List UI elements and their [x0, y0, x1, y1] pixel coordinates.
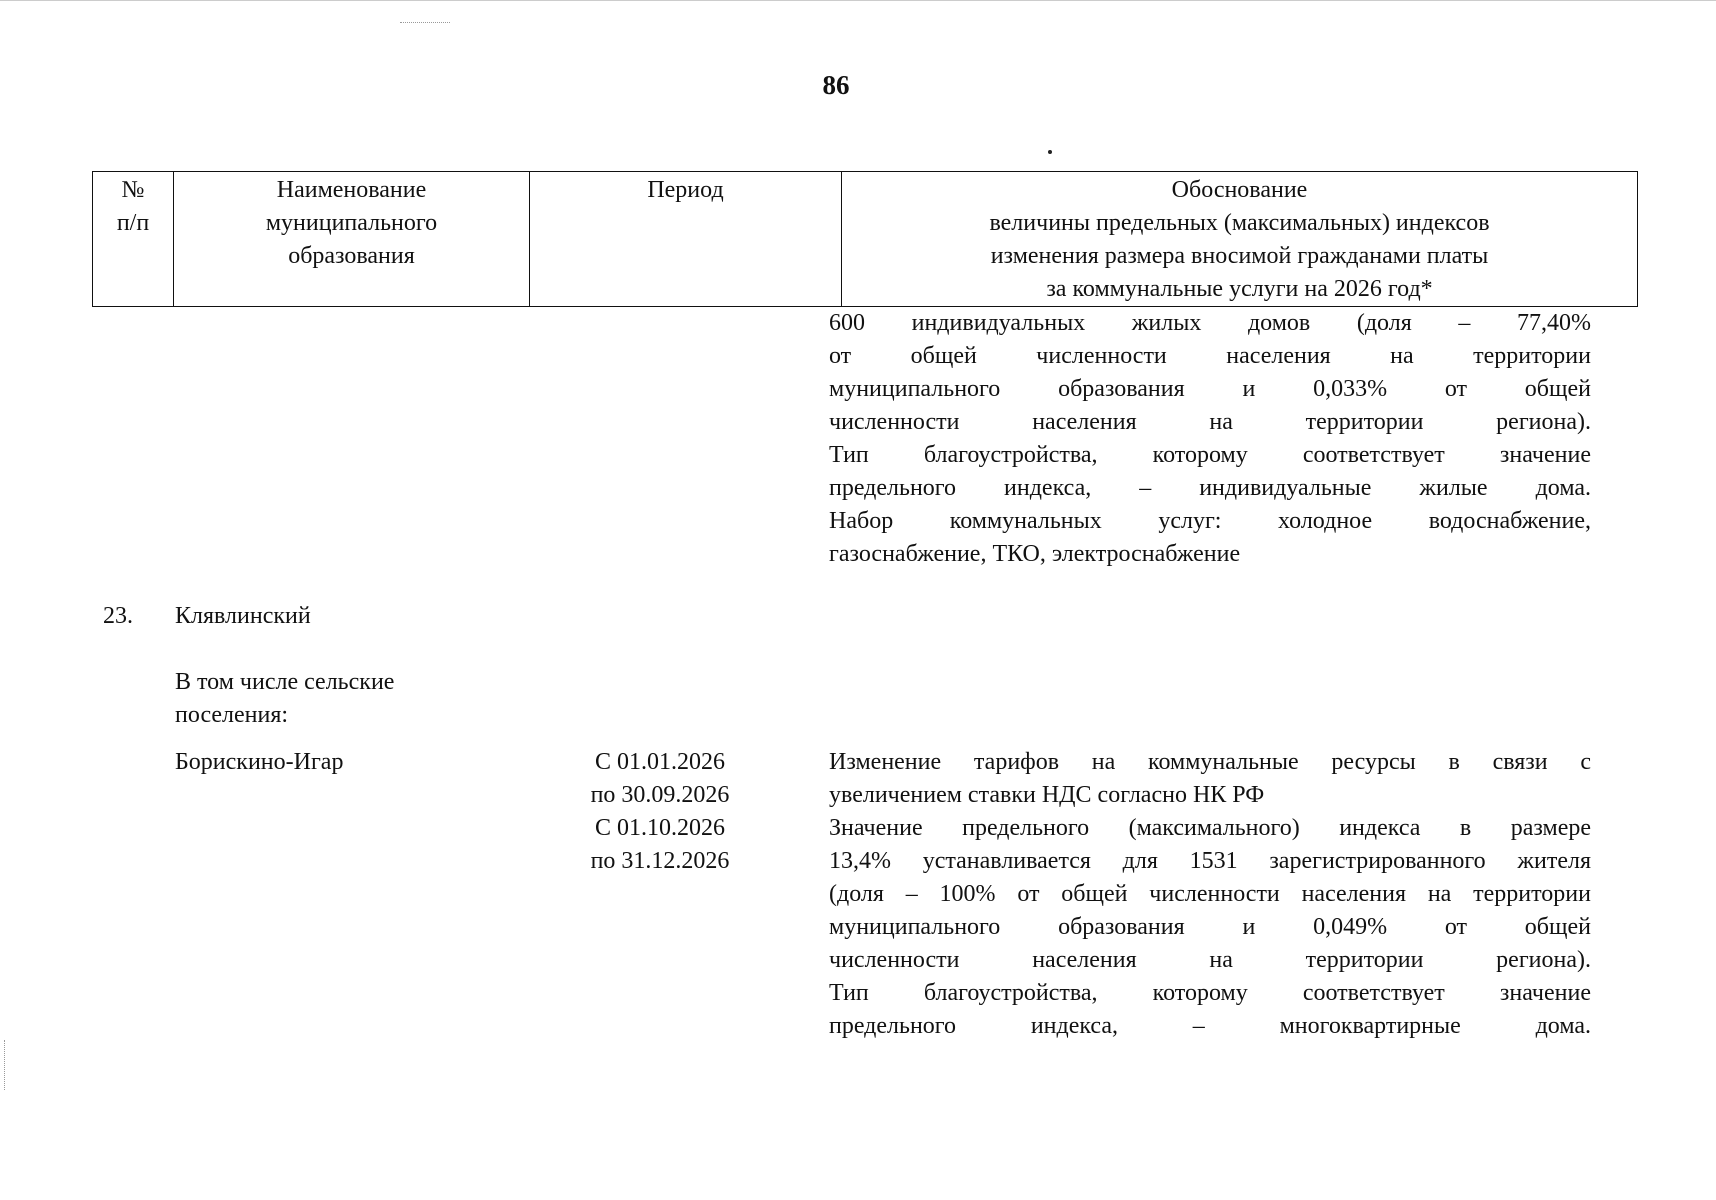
municipality-name: Клявлинский: [175, 603, 311, 629]
page-number: 86: [822, 70, 850, 100]
text-line: 13,4% устанавливается для 1531 зарегистрированного жителя: [829, 848, 1591, 874]
scan-dot: [1048, 150, 1052, 154]
settlements-subheading: В том числе сельские поселения:: [175, 669, 395, 728]
table-header-row: [93, 172, 1638, 307]
text-line: муниципального образования и 0,033% от общей: [829, 376, 1591, 402]
text-line: численности населения на территории региона).: [829, 947, 1591, 973]
text-line: Тип благоустройства, которому соответствует значение: [829, 442, 1591, 468]
text-line: газоснабжение, ТКО, электроснабжение: [829, 541, 1241, 567]
scan-edge: [0, 0, 1716, 1]
text-line: численности населения на территории региона).: [829, 409, 1591, 435]
text-line: увеличением ставки НДС согласно НК РФ: [829, 782, 1265, 808]
text-line: от общей численности населения на территории: [829, 343, 1591, 369]
text-line: муниципального образования и 0,049% от общей: [829, 914, 1591, 940]
header-cell-basis: Обоснование величины предельных (максимальных) индексов изменения размера вносимой гражданами платы за коммунальные услуги на 2026 год*: [842, 172, 1638, 307]
text-line: предельного индекса, – индивидуальные жилые дома.: [829, 475, 1591, 501]
period-line: С 01.10.2026: [594, 815, 725, 841]
header-cell-number: № п/п: [93, 172, 174, 307]
period-line: С 01.01.2026: [594, 749, 725, 775]
text-line: Тип благоустройства, которому соответствует значение: [829, 980, 1591, 1006]
settlement-name: Борискино-Игар: [175, 749, 344, 775]
settlement-periods: [560, 746, 760, 878]
text-line: 600 индивидуальных жилых домов (доля – 77,40%: [829, 310, 1591, 336]
text-line: Значение предельного (максимального) индекса в размере: [829, 815, 1591, 841]
scan-edge-left: [4, 1040, 8, 1090]
continuation-text: [829, 307, 1591, 571]
header-cell-period: Период: [530, 172, 842, 307]
header-cell-municipality: Наименование муниципального образования: [174, 172, 530, 307]
period-line: по 30.09.2026: [590, 782, 730, 808]
settlement-basis: [829, 746, 1591, 1043]
text-line: Изменение тарифов на коммунальные ресурсы в связи с: [829, 749, 1591, 775]
text-line: предельного индекса, – многоквартирные дома.: [829, 1013, 1591, 1039]
period-line: по 31.12.2026: [590, 848, 730, 874]
entry-number: 23.: [103, 603, 133, 629]
table-header: [92, 171, 1638, 307]
text-line: Набор коммунальных услуг: холодное водоснабжение,: [829, 508, 1591, 534]
scan-speck: [400, 22, 450, 29]
text-line: (доля – 100% от общей численности населения на территории: [829, 881, 1591, 907]
